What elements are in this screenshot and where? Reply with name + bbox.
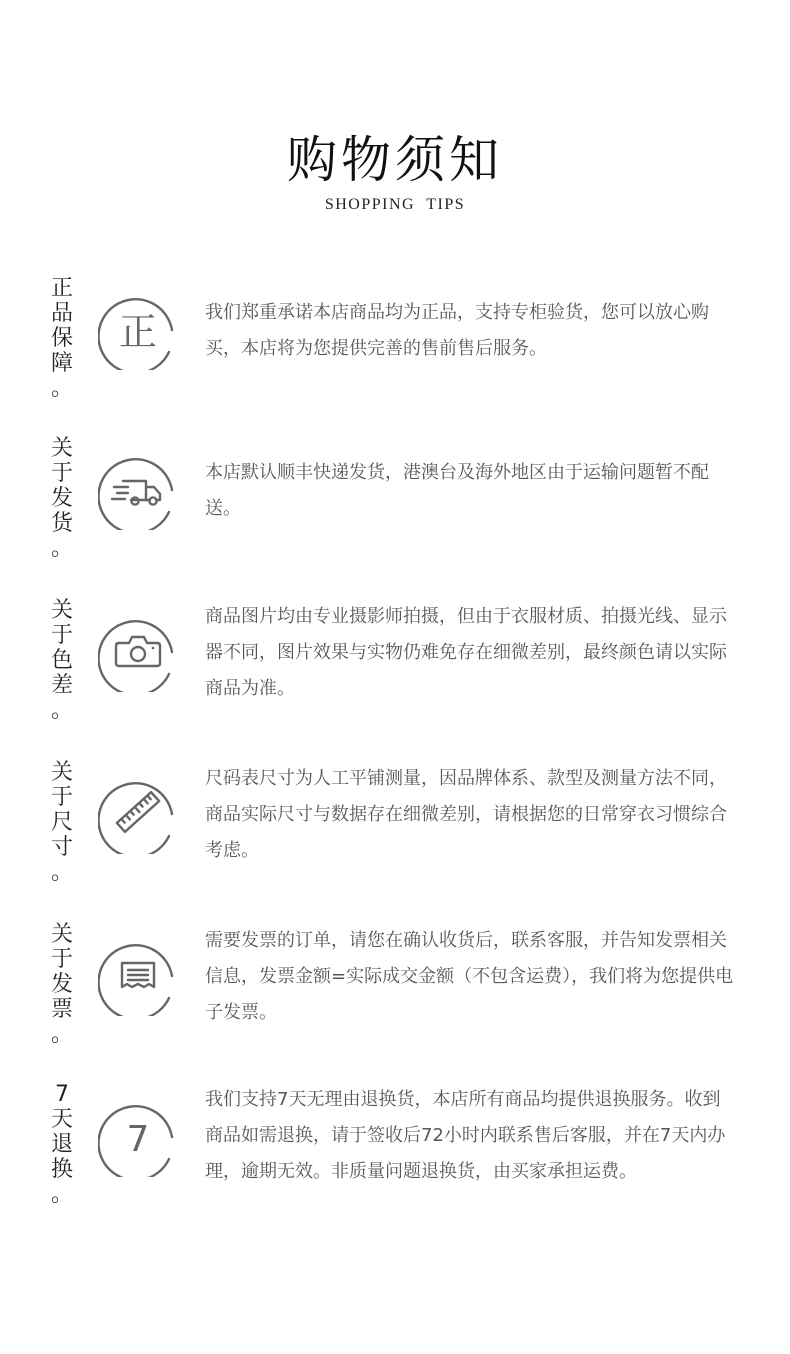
- label-char: 于: [50, 623, 73, 648]
- label-char: 障: [50, 351, 73, 376]
- seven-glyph: 7: [126, 1119, 150, 1160]
- label-char: 票: [50, 997, 73, 1022]
- label-char: 。: [50, 1182, 73, 1207]
- label-char: 关: [50, 436, 73, 461]
- camera-icon: [98, 612, 178, 692]
- label-char: 关: [50, 598, 73, 623]
- label-char: 品: [50, 301, 73, 326]
- label-char: 关: [50, 922, 73, 947]
- section-description: 商品图片均由专业摄影师拍摄，但由于衣服材质、拍摄光线、显示器不同，图片效果与实物仍难免存在细微差别，最终颜色请以实际商品为准。: [205, 606, 727, 699]
- zheng-glyph: 正: [118, 310, 158, 354]
- section-description: 需要发票的订单，请您在确认收货后，联系客服，并告知发票相关信息，发票金额=实际成交金额（不包含运费），我们将为您提供电子发票。: [205, 930, 734, 1023]
- zheng-character-icon: [98, 290, 178, 370]
- section-description: 我们支持7天无理由退换货，本店所有商品均提供退换服务。收到商品如需退换，请于签收后72小时内联系售后客服，并在7天内办理，逾期无效。非质量问题退换货，由买家承担运费。: [205, 1089, 726, 1182]
- tip-section-shipping: [0, 436, 790, 586]
- label-char: 寸: [50, 835, 73, 860]
- label-char: 于: [50, 947, 73, 972]
- label-char: 。: [50, 698, 73, 723]
- section-label: [50, 1082, 74, 1207]
- label-char: 关: [50, 760, 73, 785]
- section-label: [50, 760, 74, 885]
- seven-day-return-icon: [98, 1097, 178, 1177]
- section-label: [50, 436, 74, 561]
- label-char: 发: [50, 972, 73, 997]
- label-char: 正: [50, 276, 73, 301]
- tip-section-authentic: [0, 276, 790, 426]
- label-char: 退: [50, 1132, 73, 1157]
- label-char: 保: [50, 326, 73, 351]
- label-char: 差: [50, 673, 73, 698]
- label-char: 色: [50, 648, 73, 673]
- label-char: 7: [55, 1082, 69, 1107]
- ruler-icon: [98, 774, 178, 854]
- label-char: 。: [50, 1022, 73, 1047]
- tip-section-returns: [0, 1082, 790, 1232]
- label-char: 尺: [50, 810, 73, 835]
- section-label: [50, 922, 74, 1047]
- label-char: 于: [50, 461, 73, 486]
- label-char: 于: [50, 785, 73, 810]
- section-label: [50, 276, 74, 401]
- tip-section-color: [0, 598, 790, 748]
- section-description: 我们郑重承诺本店商品均为正品，支持专柜验货，您可以放心购买，本店将为您提供完善的售前售后服务。: [205, 302, 709, 359]
- delivery-truck-icon: [98, 450, 178, 530]
- label-char: 。: [50, 376, 73, 401]
- page-title: 购物须知: [287, 131, 503, 189]
- section-label: [50, 598, 74, 723]
- section-description: 本店默认顺丰快递发货，港澳台及海外地区由于运输问题暂不配送。: [205, 462, 709, 519]
- label-char: 货: [50, 511, 73, 536]
- page-subtitle: SHOPPING TIPS: [324, 196, 466, 213]
- label-char: 。: [50, 860, 73, 885]
- label-char: 天: [50, 1107, 73, 1132]
- receipt-icon: [98, 936, 178, 1016]
- label-char: 。: [50, 536, 73, 561]
- tip-section-size: [0, 760, 790, 910]
- label-char: 换: [50, 1157, 73, 1182]
- label-char: 发: [50, 486, 73, 511]
- section-description: 尺码表尺寸为人工平铺测量，因品牌体系、款型及测量方法不同，商品实际尺寸与数据存在细微差别，请根据您的日常穿衣习惯综合考虑。: [205, 768, 727, 861]
- tip-section-invoice: [0, 922, 790, 1072]
- page-header: [0, 128, 790, 214]
